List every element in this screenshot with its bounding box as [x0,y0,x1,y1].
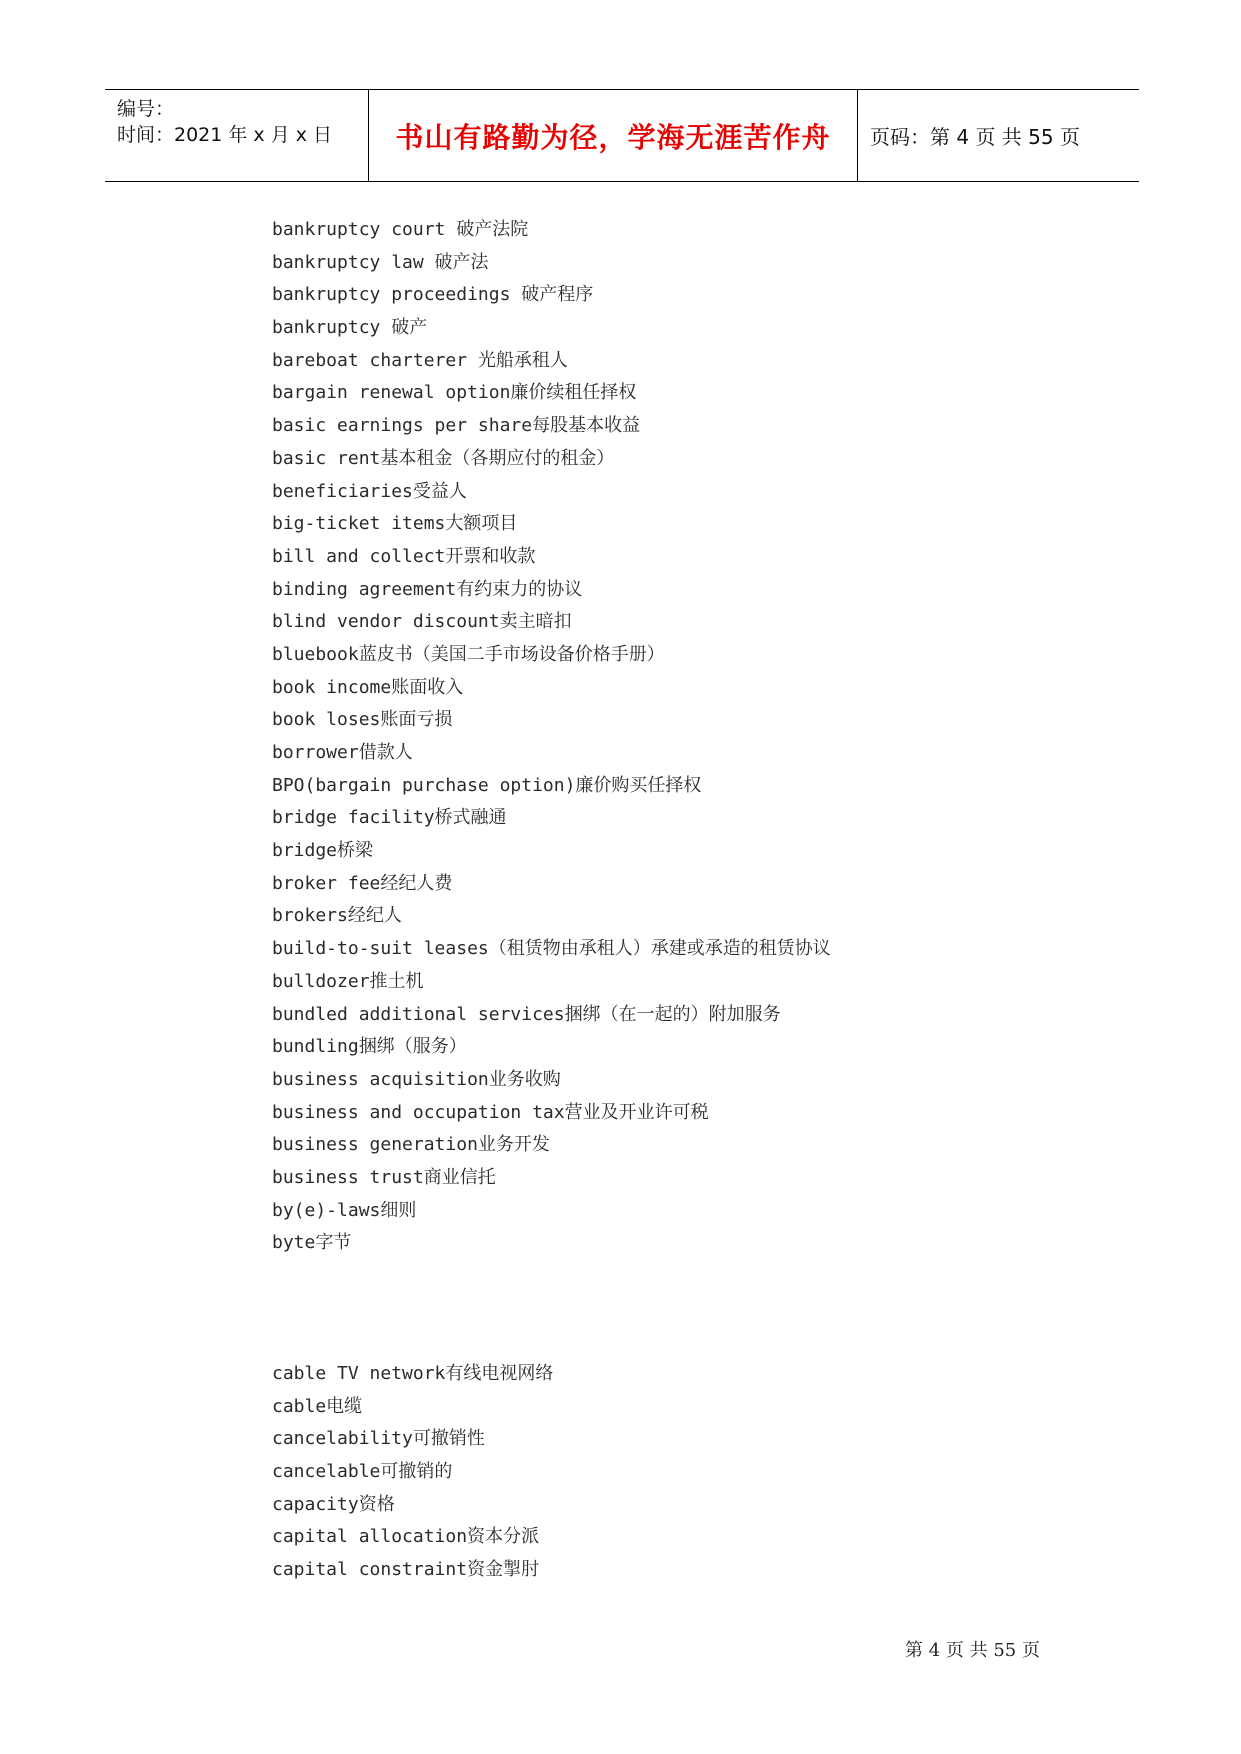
glossary-entry: cable电缆 [272,1395,363,1417]
glossary-entry: business acquisition业务收购 [272,1068,561,1090]
document-header [105,89,1139,182]
document-time: 时间：2021 年 x 月 x 日 [117,124,333,146]
glossary-entry: bridge桥梁 [272,840,374,862]
header-middle-cell [369,90,858,181]
glossary-entry: beneficiaries受益人 [272,480,467,502]
document-number-label: 编号： [117,98,175,120]
glossary-entry: cancelability可撤销性 [272,1428,485,1450]
glossary-entry: bankruptcy law 破产法 [272,251,489,273]
header-left-cell [105,90,369,181]
header-right-cell [858,90,1139,181]
glossary-entry: bankruptcy 破产 [272,317,428,339]
glossary-entry: broker fee经纪人费 [272,872,453,894]
header-page-code: 页码：第 4 页 共 55 页 [870,125,1080,149]
glossary-entry: book loses账面亏损 [272,709,453,731]
glossary-entry: cancelable可撤销的 [272,1460,453,1482]
glossary-entry: blind vendor discount卖主暗扣 [272,611,572,633]
glossary-entry: basic earnings per share每股基本收益 [272,415,641,437]
glossary-entry: basic rent基本租金（各期应付的租金） [272,447,615,469]
glossary-entry: byte字节 [272,1232,352,1254]
page-footer: 第 4 页 共 55 页 [905,1640,1040,1661]
glossary-entry: business generation业务开发 [272,1134,550,1156]
glossary-entry: bankruptcy proceedings 破产程序 [272,284,594,306]
glossary-entry: capital constraint资金掣肘 [272,1559,540,1581]
glossary-entry: cable TV network有线电视网络 [272,1362,554,1384]
glossary-entry: bluebook蓝皮书（美国二手市场设备价格手册） [272,643,665,665]
glossary-entry: bareboat charterer 光船承租人 [272,349,568,371]
glossary-entry: bridge facility桥式融通 [272,807,507,829]
glossary-entry: brokers经纪人 [272,905,402,927]
glossary-entry: borrower借款人 [272,742,413,763]
glossary-list [272,214,831,1587]
glossary-entry: build-to-suit leases（租赁物由承租人）承建或承造的租赁协议 [272,938,831,960]
glossary-entry: bulldozer推土机 [272,970,424,992]
glossary-entry: business and occupation tax营业及开业许可税 [272,1101,709,1123]
glossary-entry: BPO(bargain purchase option)廉价购买任择权 [272,774,702,796]
glossary-entry: capital allocation资本分派 [272,1526,540,1548]
section-spacer [272,1260,831,1358]
glossary-entry: capacity资格 [272,1493,395,1515]
glossary-entry: bankruptcy court 破产法院 [272,219,529,240]
glossary-entry: bill and collect开票和收款 [272,545,536,567]
glossary-entry: business trust商业信托 [272,1166,496,1188]
glossary-entry: book income账面收入 [272,676,464,698]
glossary-entry: bundling捆绑（服务） [272,1036,467,1058]
glossary-entry: by(e)-laws细则 [272,1199,417,1221]
glossary-entry: binding agreement有约束力的协议 [272,578,583,600]
glossary-entry: bundled additional services捆绑（在一起的）附加服务 [272,1003,781,1025]
glossary-entry: bargain renewal option廉价续租任择权 [272,382,637,404]
glossary-entry: big-ticket items大额项目 [272,513,518,535]
header-motto: 书山有路勤为径，学海无涯苦作舟 [395,120,831,154]
